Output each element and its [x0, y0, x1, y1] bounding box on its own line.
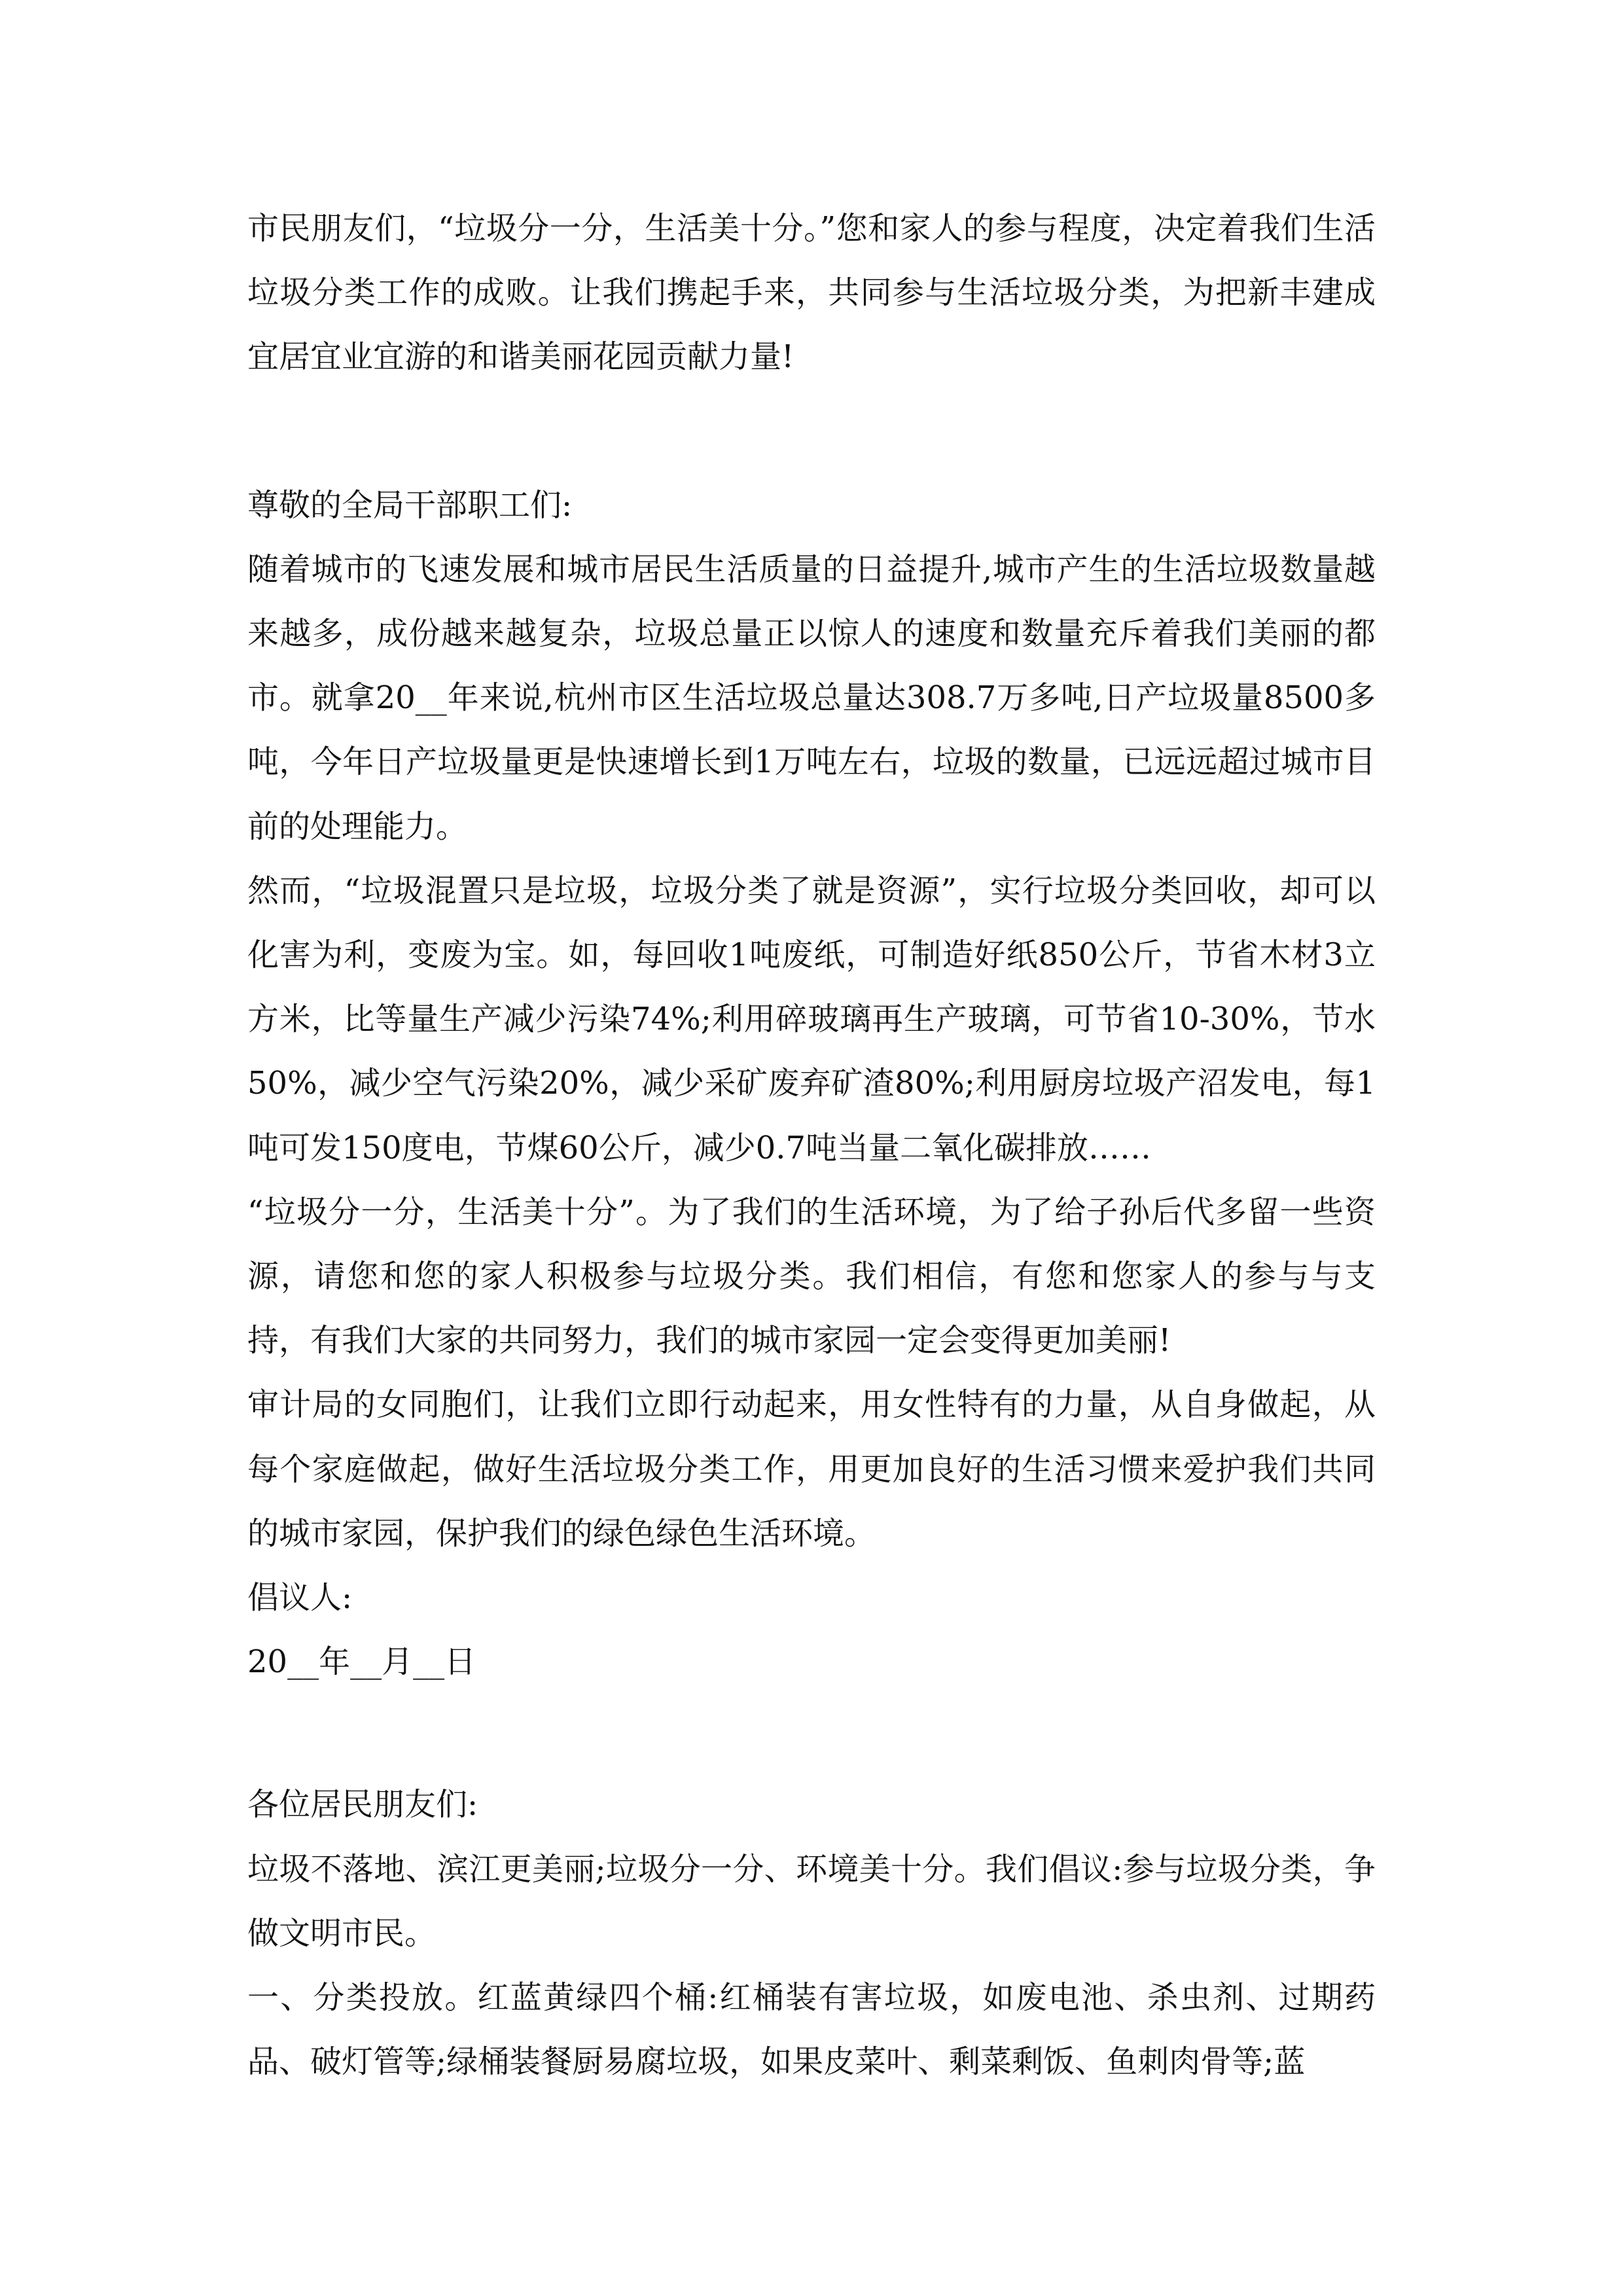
- salutation: 各位居民朋友们:: [247, 1786, 478, 1823]
- document-page: [247, 196, 1376, 2094]
- paragraph: 一、分类投放。红蓝黄绿四个桶:红桶装有害垃圾，如废电池、杀虫剂、过期药品、破灯管等;绿桶装餐厨易腐垃圾，如果皮菜叶、剩菜剩饭、鱼刺肉骨等;蓝: [247, 1979, 1376, 2081]
- section-gap: [247, 1694, 1376, 1772]
- section-intro: [247, 196, 1376, 389]
- date-line: 20__年__月__日: [247, 1643, 476, 1681]
- paragraph: 垃圾不落地、滨江更美丽;垃圾分一分、环境美十分。我们倡议:参与垃圾分类，争做文明市民。: [247, 1850, 1376, 1952]
- paragraph: 审计局的女同胞们，让我们立即行动起来，用女性特有的力量，从自身做起，从每个家庭做起，做好生活垃圾分类工作，用更加良好的生活习惯来爱护我们共同的城市家园，保护我们的绿色绿色生活环境。: [247, 1386, 1376, 1552]
- section-gap: [247, 389, 1376, 473]
- paragraph: 随着城市的飞速发展和城市居民生活质量的日益提升,城市产生的生活垃圾数量越来越多，成份越来越复杂，垃圾总量正以惊人的速度和数量充斥着我们美丽的都市。就拿20__年来说,杭州市区生活垃圾总量达308.7万多吨,日产垃圾量8500多吨，今年日产垃圾量更是快速增长到1万吨左右，垃圾的数量，已远远超过城市目前的处理能力。: [247, 550, 1376, 845]
- salutation: 尊敬的全局干部职工们:: [247, 486, 573, 524]
- section-proposal-residents: [247, 1772, 1376, 2094]
- paragraph: 然而，“垃圾混置只是垃圾，垃圾分类了就是资源”，实行垃圾分类回收，却可以化害为利，变废为宝。如，每回收1吨废纸，可制造好纸850公斤，节省木材3立方米，比等量生产减少污染74%;利用碎玻璃再生产玻璃，可节省10-30%，节水50%，减少空气污染20%，减少采矿废弃矿渣80%;利用厨房垃圾产沼发电，每1吨可发150度电，节煤60公斤，减少0.7吨当量二氧化碳排放……: [247, 872, 1376, 1166]
- paragraph: “垃圾分一分，生活美十分”。为了我们的生活环境，为了给子孙后代多留一些资源，请您和您的家人积极参与垃圾分类。我们相信，有您和您家人的参与与支持，有我们大家的共同努力，我们的城市家园一定会变得更加美丽!: [247, 1193, 1376, 1359]
- signature-label: 倡议人:: [247, 1579, 353, 1617]
- section-proposal-staff: [247, 473, 1376, 1695]
- paragraph: 市民朋友们，“垃圾分一分，生活美十分。”您和家人的参与程度，决定着我们生活垃圾分类工作的成败。让我们携起手来，共同参与生活垃圾分类，为把新丰建成宜居宜业宜游的和谐美丽花园贡献力量!: [247, 210, 1376, 376]
